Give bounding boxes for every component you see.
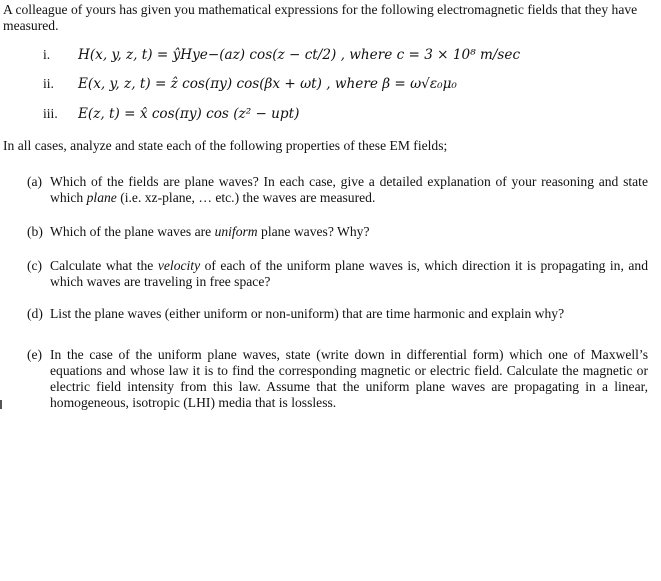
question-emphasis: velocity: [157, 258, 201, 273]
question-text-part: of each of the uniform plane waves is, which direction it is propagating in, and which waves are traveling in free space?: [50, 258, 648, 289]
equation-number: i.: [43, 47, 51, 62]
question-text: [50, 258, 648, 290]
question-emphasis: uniform: [214, 224, 258, 239]
equation-text: E(z, t) = x̂ cos(πy) cos (z² − upt): [78, 106, 300, 122]
equation-number: ii.: [43, 76, 54, 91]
question-text-part: Which of the fields are plane waves? In each case, give a detailed explanation of your reasoning and state which: [50, 174, 648, 205]
equation-text: H(x, y, z, t) = ŷHye−(az) cos(z − ct/2) , where c = 3 × 10⁸ m/sec: [78, 47, 521, 63]
question-label: (d): [27, 306, 43, 321]
cases-intro: In all cases, analyze and state each of the following properties of these EM fields;: [3, 138, 448, 153]
intro-paragraph: A colleague of yours has given you mathematical expressions for the following electromagnetic fields that they have measured.: [3, 2, 638, 33]
question-label: (a): [27, 174, 43, 189]
question-label: (e): [27, 347, 43, 362]
question-text-part: plane waves? Why?: [257, 224, 370, 239]
question-text-part: Which of the plane waves are: [50, 224, 215, 239]
question-text: List the plane waves (either uniform or non-uniform) that are time harmonic and explain why?: [50, 306, 565, 321]
question-label: (b): [27, 224, 43, 239]
question-emphasis: plane: [86, 190, 117, 205]
question-text: [50, 174, 648, 206]
question-text-part: (i.e. xz-plane, … etc.) the waves are measured.: [116, 190, 376, 205]
question-label: (c): [27, 258, 43, 273]
question-text: [50, 224, 648, 240]
question-text-part: Calculate what the: [50, 258, 158, 273]
equation-number: iii.: [43, 106, 58, 121]
margin-tick-mark: [0, 400, 2, 409]
equation-text: E(x, y, z, t) = ẑ cos(πy) cos(βx + ωt) , where β = ω√ε₀μ₀: [78, 76, 457, 92]
question-text: In the case of the uniform plane waves, state (write down in differential form) which one of Maxwell’s equations and whose law it is to find the corresponding magnetic or electric field. Calculate the magnetic or electric field intensity from this law. Assume that the uniform plane waves are propagating in a linear, homogeneous, isotropic (LHI) media that is lossless.: [50, 347, 648, 410]
